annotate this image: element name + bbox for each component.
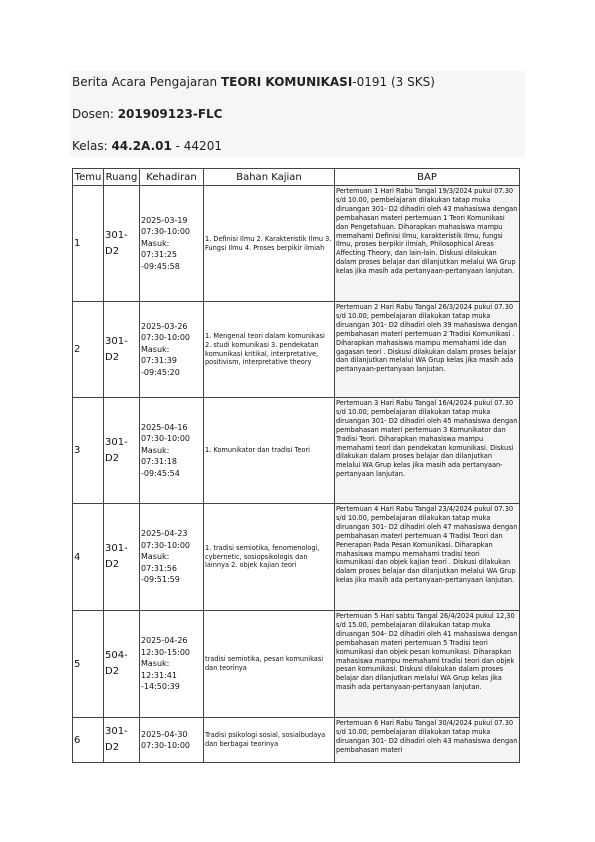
ruang-cell: 301-D2 xyxy=(104,398,140,504)
time-slot: 07:30-10:00 xyxy=(141,333,190,343)
bahan-kajian-cell: Tradisi psikologi sosial, sosialbudaya dan berbagai teorinya xyxy=(204,718,335,763)
date: 2025-04-30 xyxy=(141,729,188,739)
col-ruang: Ruang xyxy=(104,169,140,186)
temu-cell: 2 xyxy=(73,302,104,398)
ruang-cell: 301-D2 xyxy=(104,302,140,398)
temu-cell: 5 xyxy=(73,611,104,718)
ruang-cell: 301-D2 xyxy=(104,186,140,302)
class-label: Kelas: xyxy=(72,139,112,153)
bap-cell: Pertemuan 5 Hari sabtu Tangal 26/4/2024 pukul 12,30 s/d 15.00, pembelajaran dilakukan tatap muka diruangan 504- D2 dihadiri oleh 41 mahasiswa dengan pembahasan materi pertemuan 5 Tradisi teori komunikasi dan objek pesan komunikasi. Diharapkan mahasiswa mampu memahami tradisi teori dan objek pesan komunikasi. Diskusi dilakukan dalam proses belajar dan dilanjutkan melalui WA Grup kelas jika masih ada pertanyaan-pertanyaan lanjutan. xyxy=(335,611,520,718)
check-out: -09:45:20 xyxy=(141,367,180,377)
col-kehadiran: Kehadiran xyxy=(140,169,204,186)
ruang-cell: 504-D2 xyxy=(104,611,140,718)
check-out: -09:45:58 xyxy=(141,261,180,271)
table-row xyxy=(73,504,520,611)
check-in: Masuk: 07:31:18 xyxy=(141,445,177,467)
kehadiran-cell xyxy=(140,611,204,718)
temu-cell: 1 xyxy=(73,186,104,302)
table-header-row xyxy=(73,169,520,186)
temu-cell: 4 xyxy=(73,504,104,611)
check-in: Masuk: 07:31:56 xyxy=(141,552,177,573)
bap-cell: Pertemuan 4 Hari Rabu Tangal 23/4/2024 pukul 07.30 s/d 10.00, pembelajaran dilakukan tatap muka diruangan 301- D2 dihadiri oleh 47 mahasiswa dengan pembahasan materi pertemuan 4 Tradisi Teori dan Penerapan Pada Pesan Komunikasi. Diharapkan mahasiswa mampu memahami tradisi teori komunikasi dan objek kajian teori . Diskusi dilakukan dalam proses belajar dan dilanjutkan melalui WA Grup kelas jika masih ada pertanyaan-pertanyaan lanjutan. xyxy=(335,504,520,611)
time-slot: 07:30-10:00 xyxy=(141,434,190,444)
time-slot: 07:30-10:00 xyxy=(141,540,190,550)
class-line xyxy=(72,139,222,153)
kehadiran-cell xyxy=(140,504,204,611)
check-in: Masuk: 07:31:25 xyxy=(141,238,177,260)
bap-cell: Pertemuan 1 Hari Rabu Tangal 19/3/2024 pukul 07.30 s/d 10.00, pembelajaran dilakukan tatap muka diruangan 301- D2 dihadiri oleh 43 mahasiswa dengan pembahasan materi pertemuan 1 Teori Komunikasi dan Pengetahuan. Diharapkan mahasiswa mampu memahami Definisi Ilmu, karakteristik Ilmu, fungsi Ilmu, proses berpikir ilmiah, Philosophical Areas Affecting Theory, dan lain-lain. Diskusi dilakukan dalam proses belajar dan dilanjutkan melalui WA Grup kelas jika masih ada pertanyaan-pertanyaan lanjutan. xyxy=(335,186,520,302)
check-out: -09:45:54 xyxy=(141,468,180,478)
table-row xyxy=(73,302,520,398)
bahan-kajian-cell: tradisi semiotika, pesan komunikasi dan teorinya xyxy=(204,611,335,718)
check-out: -09:51:59 xyxy=(141,575,180,585)
date: 2025-04-26 xyxy=(141,636,188,646)
course-code: -0191 (3 SKS) xyxy=(352,75,435,89)
attendance-table xyxy=(72,168,520,763)
date: 2025-04-23 xyxy=(141,529,188,539)
bap-cell: Pertemuan 2 Hari Rabu Tangal 26/3/2024 pukul 07.30 s/d 10.00, pembelajaran dilakukan tatap muka diruangan 301- D2 dihadiri oleh 39 mahasiswa dengan pembahasan materi pertemuan 2 Tradisi Komunikasi . Diharapkan mahasiswa mampu memahami ide dan gagasan teori . Diskusi dilakukan dalam proses belajar dan dilanjutkan melalui WA Grup kelas jika masih ada pertanyaan-pertanyaan lanjutan. xyxy=(335,302,520,398)
lecturer-label: Dosen: xyxy=(72,107,118,121)
bahan-kajian-cell: 1. Definisi Ilmu 2. Karakteristik Ilmu 3. Fungsi Ilmu 4. Proses berpikir ilmiah xyxy=(204,186,335,302)
table-row xyxy=(73,186,520,302)
time-slot: 07:30-10:00 xyxy=(141,227,190,237)
bap-text: Pertemuan 6 Hari Rabu Tangal 30/4/2024 pukul 07.30 s/d 10.00, pembelajaran dilakukan tatap muka diruangan 301- D2 dihadiri oleh 43 mahasiswa dengan pembahasan materi xyxy=(336,719,518,754)
kehadiran-cell xyxy=(140,718,204,763)
temu-cell: 6 xyxy=(73,718,104,763)
check-in: Masuk: 07:31:39 xyxy=(141,344,177,366)
table-row xyxy=(73,718,520,763)
class-code: 44.2A.01 xyxy=(111,139,172,153)
date: 2025-03-19 xyxy=(141,215,188,225)
kehadiran-cell xyxy=(140,186,204,302)
title-prefix: Berita Acara Pengajaran xyxy=(72,75,221,89)
bahan-kajian-cell: 1. Komunikator dan tradisi Teori xyxy=(204,398,335,504)
document-header xyxy=(70,71,525,157)
report-title xyxy=(72,75,435,89)
ruang-cell: 301-D2 xyxy=(104,504,140,611)
bahan-kajian-cell: 1. tradisi semiotika, fenomenologi, cybernetic, sosiopsikologis dan lainnya 2. objek kajian teori xyxy=(204,504,335,611)
table-row xyxy=(73,398,520,504)
bahan-kajian-cell: 1. Mengenal teori dalam komunikasi 2. studi komunikasi 3. pendekatan komunikasi kritikal, interpretative, positivism, interpretative theory xyxy=(204,302,335,398)
col-temu: Temu xyxy=(73,169,104,186)
ruang-cell: 301-D2 xyxy=(104,718,140,763)
col-bahan-kajian: Bahan Kajian xyxy=(204,169,335,186)
kehadiran-cell xyxy=(140,302,204,398)
lecturer-line xyxy=(72,107,222,121)
col-bap: BAP xyxy=(335,169,520,186)
time-slot: 12:30-15:00 xyxy=(141,647,190,657)
class-suffix: - 44201 xyxy=(171,139,222,153)
temu-cell: 3 xyxy=(73,398,104,504)
check-in: Masuk: 12:31:41 xyxy=(141,659,177,680)
course-name: TEORI KOMUNIKASI xyxy=(220,75,353,89)
check-out: -14:50:39 xyxy=(141,682,180,692)
bap-cell xyxy=(335,718,520,763)
kehadiran-cell xyxy=(140,398,204,504)
time-slot: 07:30-10:00 xyxy=(141,741,190,750)
lecturer-id: 201909123-FLC xyxy=(117,107,223,121)
bap-cell: Pertemuan 3 Hari Rabu Tangal 16/4/2024 pukul 07.30 s/d 10.00, pembelajaran dilakukan tatap muka diruangan 301- D2 dihadiri oleh 45 mahasiswa dengan pembahasan materi pertemuan 3 Komunikator dan Tradisi Teori. Diharapkan mahasiswa mampu memahami teori dan pendekatan komunikasi. Diskusi dilakukan dalam proses belajar dan dilanjutkan melalui WA Grup kelas jika masih ada pertanyaan-pertanyaan lanjutan. xyxy=(335,398,520,504)
date: 2025-04-16 xyxy=(141,422,188,432)
table-row xyxy=(73,611,520,718)
date: 2025-03-26 xyxy=(141,321,188,331)
